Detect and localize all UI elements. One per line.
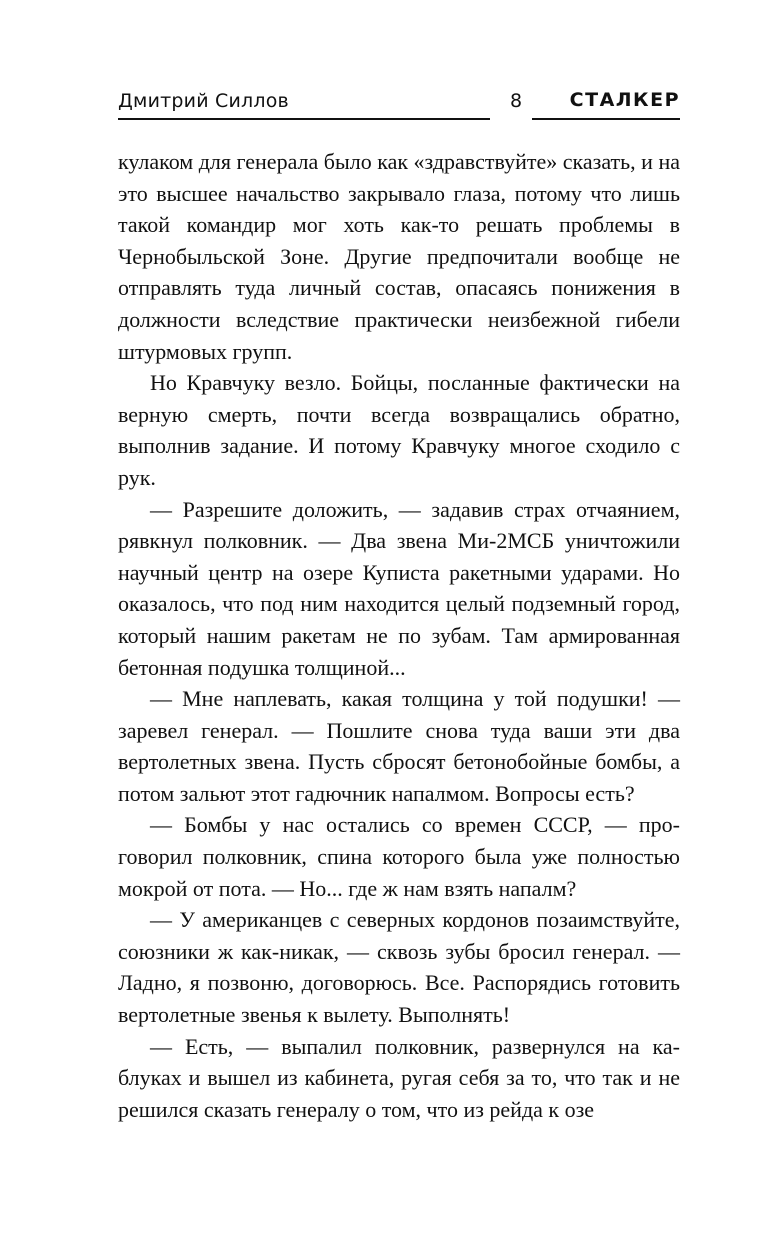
header-rule-right: [532, 118, 680, 120]
running-head-author: Дмитрий Силлов: [118, 90, 289, 112]
running-head-series: СТАЛКЕР: [569, 89, 680, 111]
paragraph: — Мне наплевать, какая толщина у той подушки! — заревел генерал. — Пошлите снова туда ваши эти два вертолетных звена. Пусть сбросят бетонобойные бомбы, а потом зальют этот гадючник напалмом. Вопросы есть?: [118, 686, 680, 806]
paragraph: — Бомбы у нас остались со времен СССР, — проговорил полковник, спина которого была уже полностью мокрой от пота. — Но... где ж нам взять напалм?: [118, 812, 680, 901]
page-body-text: [118, 146, 680, 1125]
paragraph: — Разрешите доложить, — задавив страх отчаянием, рявкнул полковник. — Два звена Ми-2МСБ уничтожили научный центр на озере Куписта ракетными ударами. Но оказалось, что под ним находится целый подземный город, который нашим ракетам не по зубам. Там армированная бетонная подушка толщиной...: [118, 496, 680, 680]
paragraph: Но Кравчуку везло. Бойцы, посланные фактически на верную смерть, почти всегда возвращались обратно, выполнив задание. И потому Кравчуку многое сходило с рук.: [118, 370, 680, 490]
paragraph: кулаком для генерала было как «здравствуйте» сказать, и на это высшее начальство закрывало глаза, потому что лишь такой командир мог хоть как-то решать проблемы в Чернобыльской Зоне. Другие предпочитали вообще не отправлять туда личный состав, опасаясь понижения в должности вследствие практически неизбежной гибели штурмовых групп.: [118, 149, 680, 364]
page-header: [118, 88, 680, 120]
paragraph: — У американцев с северных кордонов позаимствуйте, союзники ж как-никак, — сквозь зубы бросил генерал. — Ладно, я позвоню, договорюсь. Все. Распорядись готовить вертолетные звенья к вылету. Выполнять!: [118, 907, 680, 1028]
page-number: 8: [510, 90, 523, 112]
header-rule-left: [118, 118, 490, 120]
paragraph: — Есть, — выпалил полковник, развернулся на каблуках и вышел из кабинета, ругая себя за то, что так и не решился сказать генералу о том, что из рейда к озе: [118, 1033, 680, 1122]
